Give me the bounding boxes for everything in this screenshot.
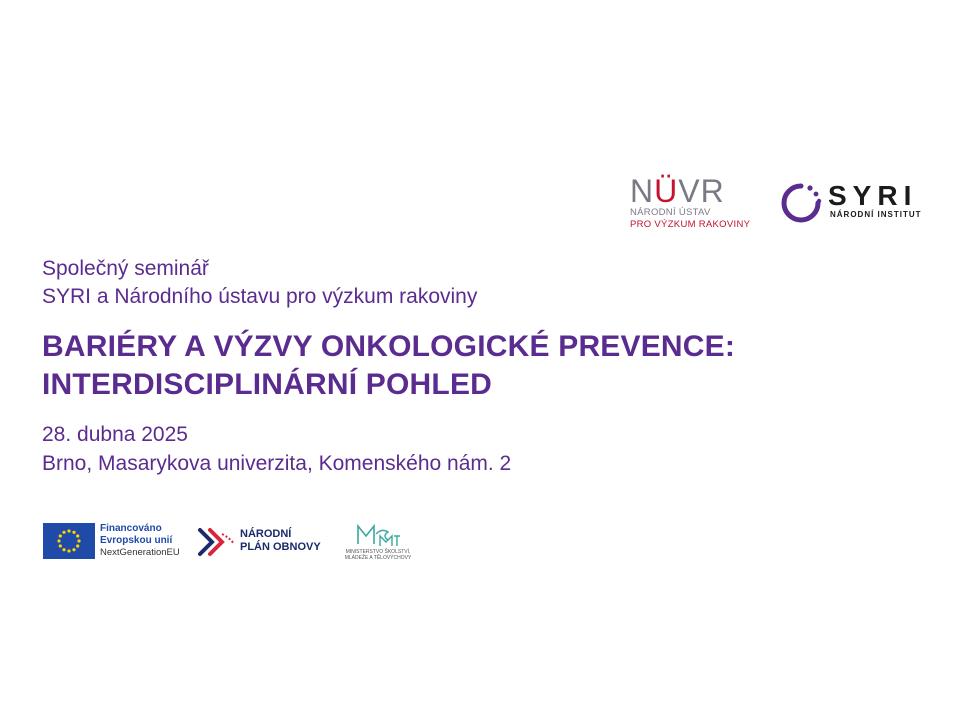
nuvr-subtitle-line2: PRO VÝZKUM RAKOVINY <box>630 219 751 230</box>
npo-logo <box>196 524 331 560</box>
title-line-2: INTERDISCIPLINÁRNÍ POHLED <box>42 368 493 401</box>
nuvr-logo <box>630 175 760 235</box>
syri-subtitle: NÁRODNÍ INSTITUT <box>830 210 922 219</box>
seminar-title <box>42 328 735 404</box>
syri-wordmark: SYRI <box>828 180 918 211</box>
seminar-place: Brno, Masarykova univerzita, Komenského nám. 2 <box>42 452 512 475</box>
seminar-intro <box>42 255 477 311</box>
nuvr-wordmark: NÜVR <box>630 173 725 209</box>
msmt-caption: MINISTERSTVO ŠKOLSTVÍ, MLÁDEŽE A TĚLOVÝCHOVY <box>344 549 412 561</box>
title-line-1: BARIÉRY A VÝZVY ONKOLOGICKÉ PREVENCE: <box>42 330 736 363</box>
msmt-logo <box>338 520 418 562</box>
intro-line-2: SYRI a Národního ústavu pro výzkum rakoviny <box>42 285 478 308</box>
nuvr-subtitle-line1: NÁRODNÍ ÚSTAV <box>630 207 711 218</box>
eu-funding-logo <box>43 523 203 561</box>
npo-arrows-icon <box>196 524 238 560</box>
syri-ring-icon <box>778 180 824 226</box>
msmt-monogram-icon <box>338 520 418 550</box>
seminar-date: 28. dubna 2025 <box>42 423 188 446</box>
npo-text: NÁRODNÍ PLÁN OBNOVY <box>240 528 321 553</box>
eu-funding-text: Financováno Evropskou unií NextGenerationEU <box>100 523 180 558</box>
syri-logo <box>778 180 928 228</box>
seminar-meta <box>42 420 511 478</box>
intro-line-1: Společný seminář <box>42 257 209 280</box>
eu-flag-icon <box>43 523 95 559</box>
